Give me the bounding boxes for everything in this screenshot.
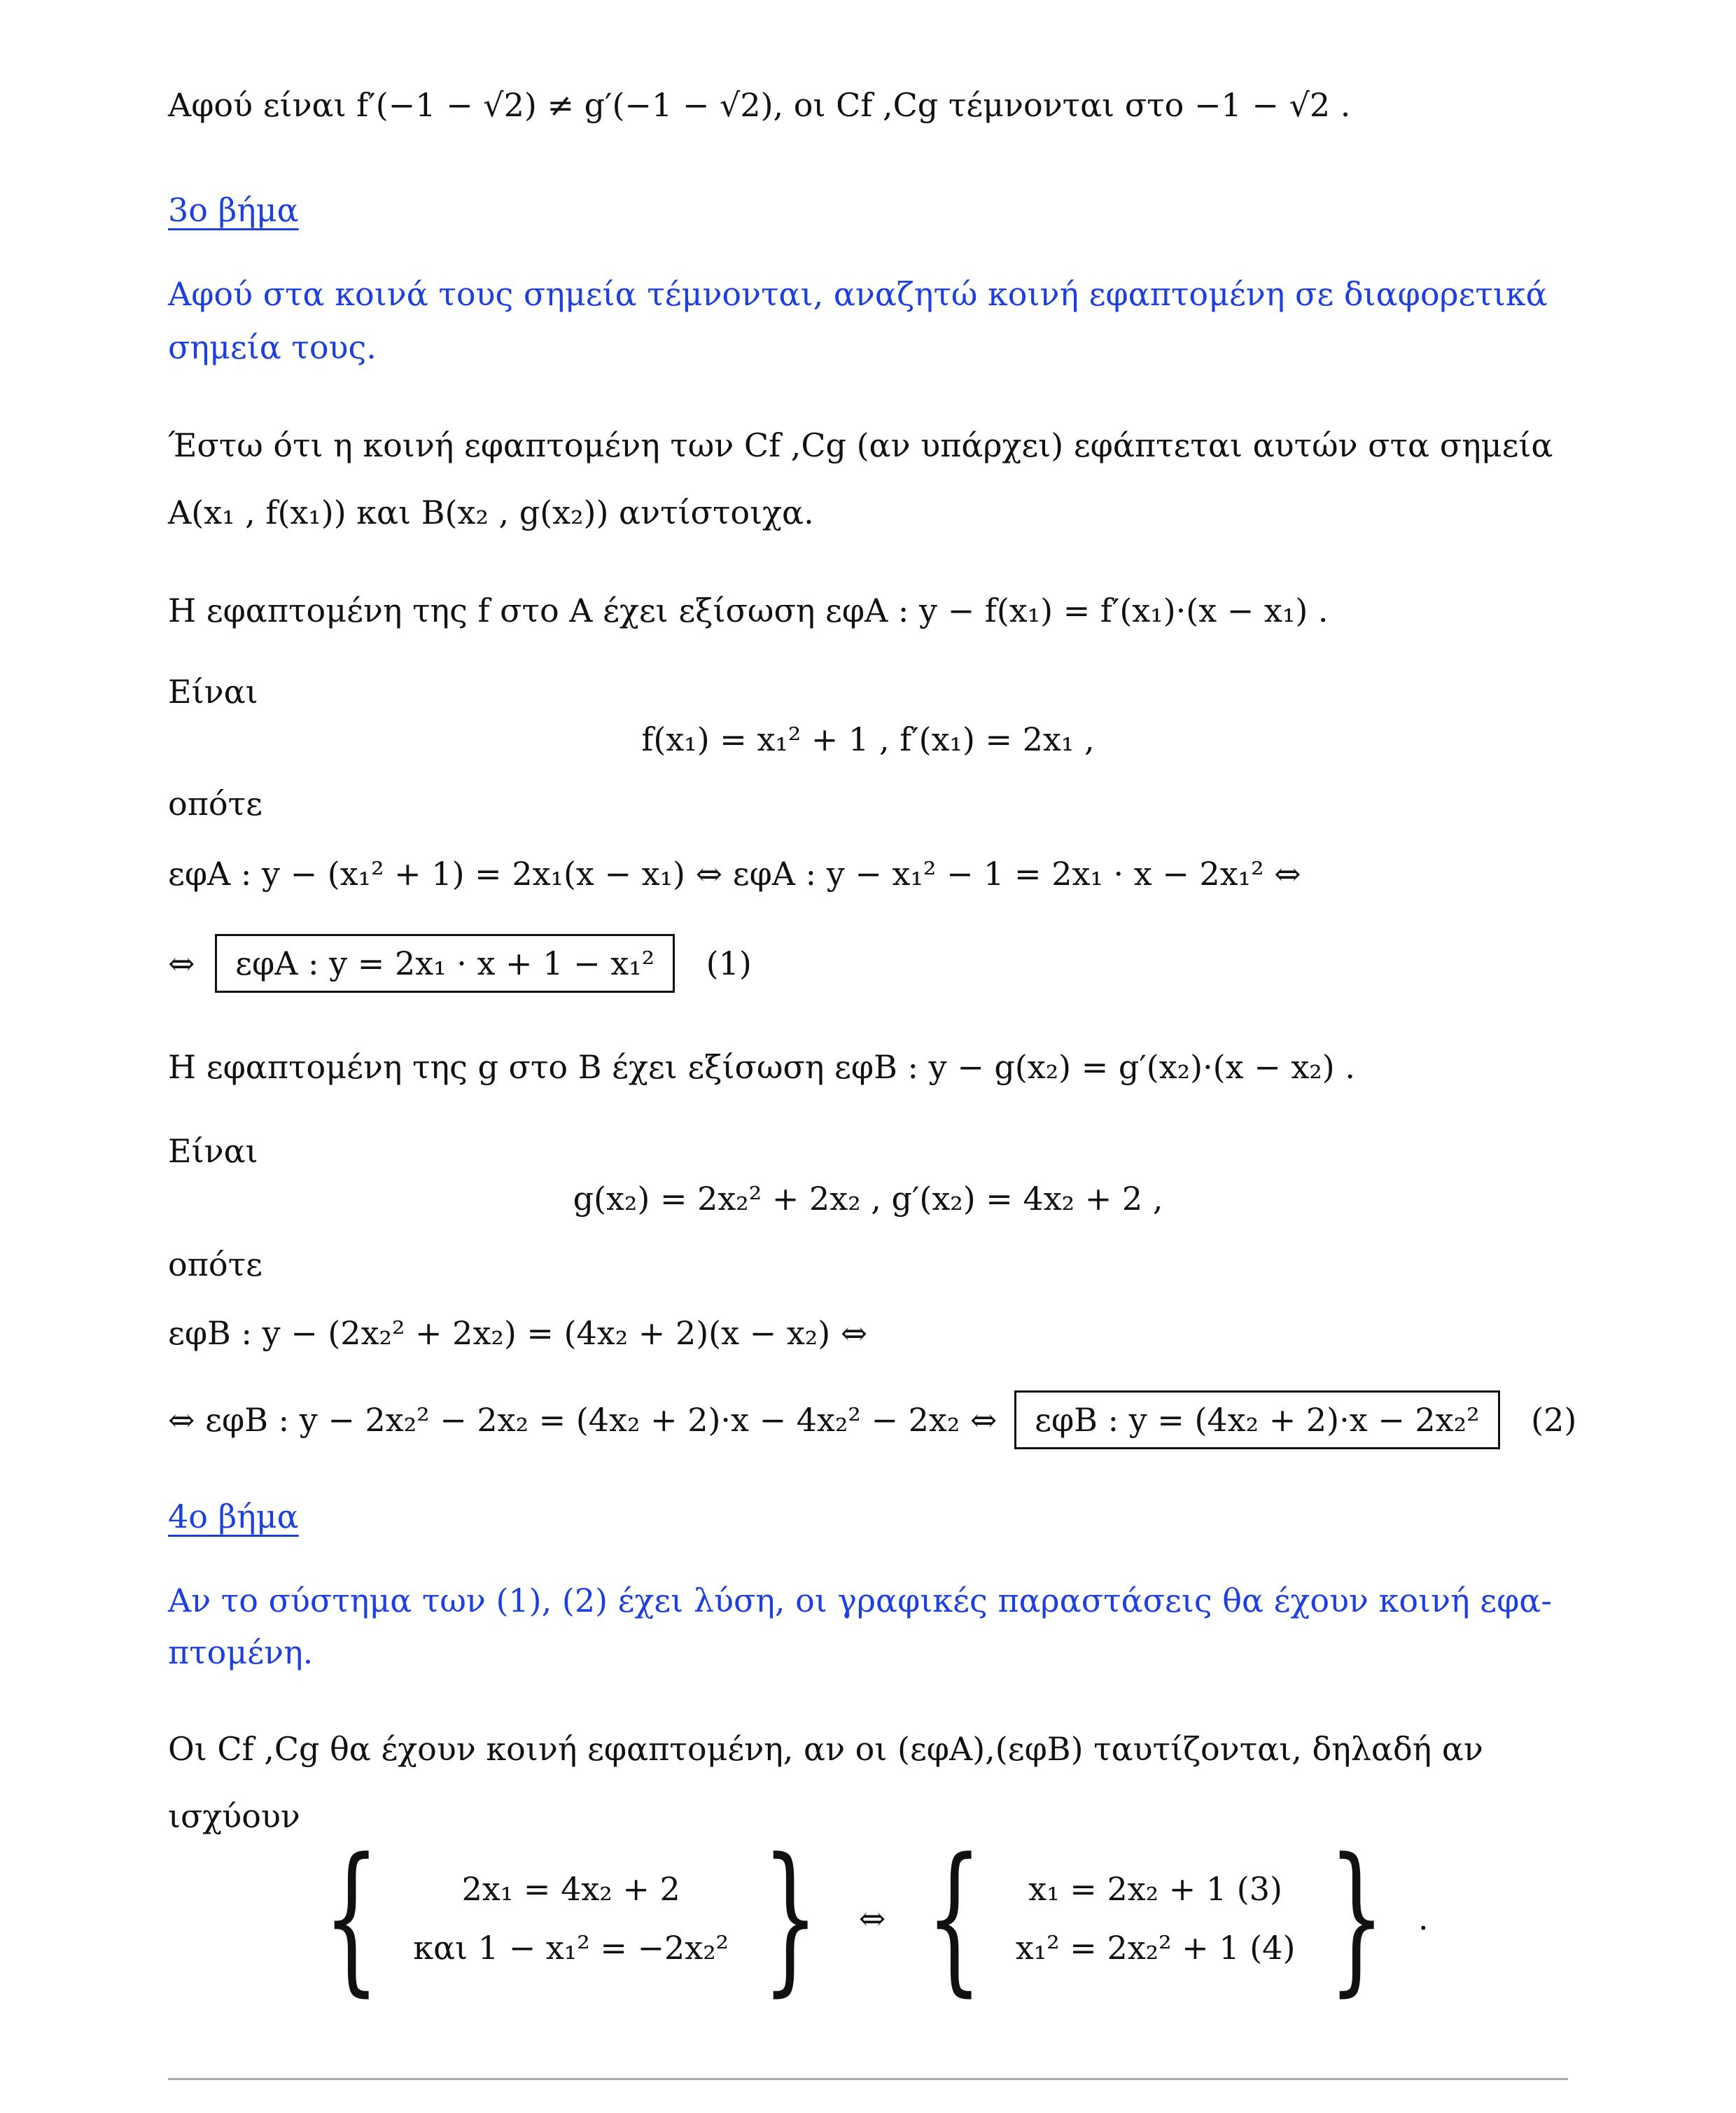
- equation-tag-1: (1): [706, 944, 752, 982]
- einai-label-2: Είναι: [168, 1132, 258, 1170]
- tangent-a-result-line: [168, 934, 752, 993]
- opote-label-2: οπότε: [168, 1246, 262, 1283]
- equation-system: [0, 1825, 1736, 2011]
- step-4-intro-line-2: πτομένη.: [168, 1633, 314, 1671]
- tangent-b-result-line: [168, 1390, 1576, 1449]
- system-left-column: [413, 1860, 729, 1977]
- boxed-equation-1: εφA : y = 2x₁ · x + 1 − x₁²: [215, 934, 675, 993]
- opote-label-1: οπότε: [168, 785, 262, 823]
- tangent-g-equation: Η εφαπτομένη της g στο B έχει εξίσωση εφB : y − g(x₂) = g′(x₂)·(x − x₂) .: [168, 1048, 1355, 1086]
- system-right-column: [1016, 1860, 1296, 1977]
- condition-line-2: ισχύουν: [168, 1797, 300, 1835]
- step-3-intro-line-1: Αφού στα κοινά τους σημεία τέμνονται, αναζητώ κοινή εφαπτομένη σε διαφορετικά: [168, 275, 1548, 313]
- left-brace-icon-2: {: [925, 1825, 983, 2011]
- system-equivalence-arrow: ⇔: [858, 1899, 886, 1937]
- tangent-b-simplification: ⇔ εφB : y − 2x₂² − 2x₂ = (4x₂ + 2)·x − 4x₂² − 2x₂ ⇔: [168, 1401, 997, 1439]
- system-left-eq-1: 2x₁ = 4x₂ + 2: [461, 1870, 680, 1908]
- step-4-intro-line-1: Αν το σύστημα των (1), (2) έχει λύση, οι γραφικές παραστάσεις θα έχουν κοινή εφα-: [168, 1582, 1552, 1619]
- boxed-equation-2: εφB : y = (4x₂ + 2)·x − 2x₂²: [1014, 1390, 1499, 1449]
- footer-divider: [168, 2078, 1568, 2080]
- f-derivative-formula: f(x₁) = x₁² + 1 , f′(x₁) = 2x₁ ,: [641, 720, 1095, 758]
- system-left-eq-2: και 1 − x₁² = −2x₂²: [413, 1929, 729, 1967]
- einai-label-1: Είναι: [168, 673, 258, 711]
- assumption-line-1: Έστω ότι η κοινή εφαπτομένη των Cf ,Cg (αν υπάρχει) εφάπτεται αυτών στα σημεία: [168, 426, 1553, 464]
- right-brace-icon: }: [762, 1825, 819, 2011]
- left-brace-icon: {: [323, 1825, 380, 2011]
- condition-line-1: Οι Cf ,Cg θα έχουν κοινή εφαπτομένη, αν οι (εφA),(εφB) ταυτίζονται, δηλαδή αν: [168, 1730, 1483, 1768]
- heading-step-3: 3ο βήμα: [168, 191, 299, 229]
- system-right-eq-4: x₁² = 2x₂² + 1 (4): [1015, 1929, 1296, 1967]
- step-3-intro-line-2: σημεία τους.: [168, 328, 377, 366]
- tangent-a-derivation: εφA : y − (x₁² + 1) = 2x₁(x − x₁) ⇔ εφA : y − x₁² − 1 = 2x₁ · x − 2x₁² ⇔: [168, 855, 1301, 893]
- line-derivative-inequality: Αφού είναι f′(−1 − √2) ≠ g′(−1 − √2), οι Cf ,Cg τέμνονται στο −1 − √2 .: [168, 86, 1351, 124]
- tangent-b-derivation: εφB : y − (2x₂² + 2x₂) = (4x₂ + 2)(x − x₂) ⇔: [168, 1314, 868, 1352]
- right-brace-icon-2: }: [1328, 1825, 1385, 2011]
- equation-tag-2: (2): [1531, 1401, 1577, 1439]
- tangent-f-equation: Η εφαπτομένη της f στο A έχει εξίσωση εφA : y − f(x₁) = f′(x₁)·(x − x₁) .: [168, 592, 1329, 629]
- system-end-period: .: [1418, 1899, 1429, 1937]
- assumption-line-2: A(x₁ , f(x₁)) και B(x₂ , g(x₂)) αντίστοιχα.: [168, 494, 814, 531]
- g-derivative-formula: g(x₂) = 2x₂² + 2x₂ , g′(x₂) = 4x₂ + 2 ,: [573, 1180, 1163, 1218]
- heading-step-4: 4ο βήμα: [168, 1498, 299, 1535]
- equivalence-symbol: ⇔: [168, 944, 195, 982]
- system-right-eq-3: x₁ = 2x₂ + 1 (3): [1028, 1870, 1282, 1908]
